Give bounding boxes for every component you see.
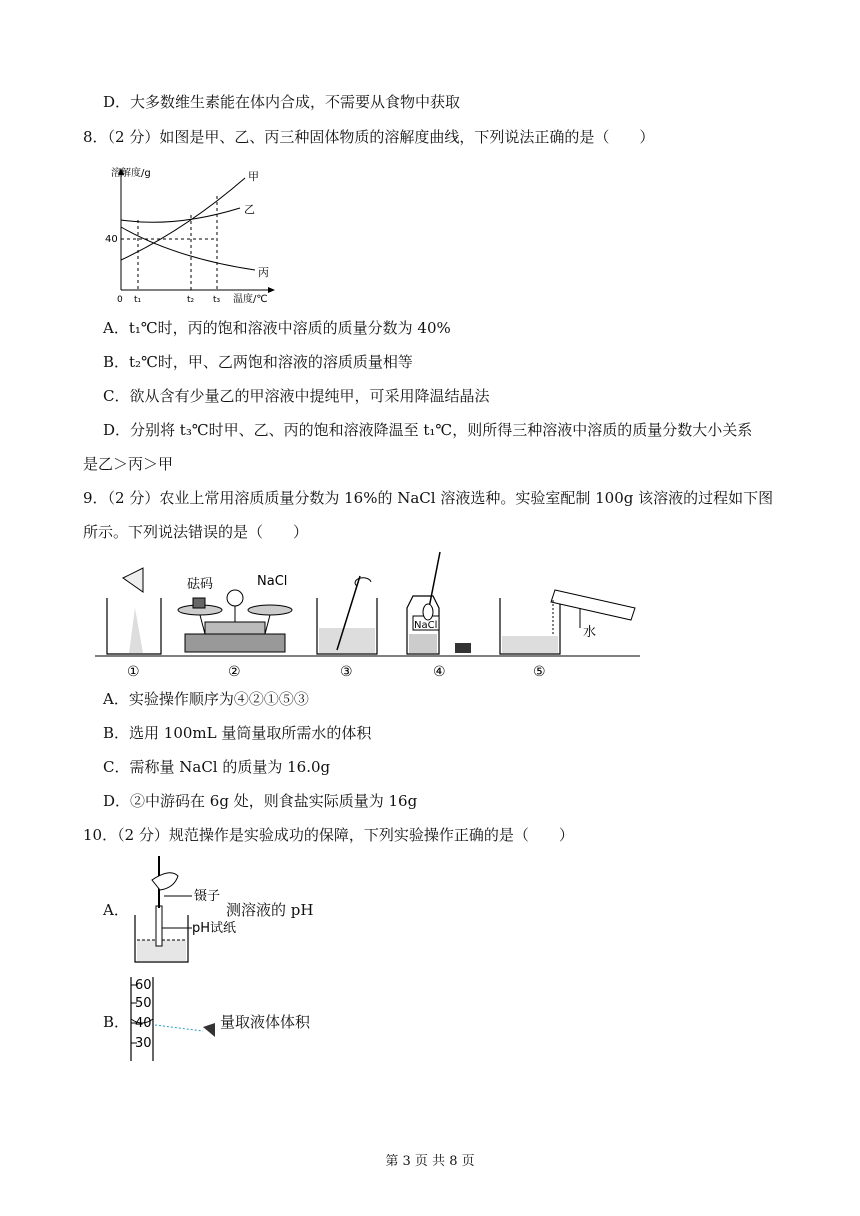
solution-preparation-figure [95,548,655,683]
step-3-label: ③ [340,664,353,680]
graduated-cylinder-figure [125,975,225,1065]
q8-option-c: C．欲从含有少量乙的甲溶液中提纯甲，可采用降温结晶法 [103,387,490,405]
curve-jia [121,178,245,260]
q9-stem-line2: 所示。下列说法错误的是（ ） [83,523,309,541]
step1-beaker [107,568,161,654]
graph-xtick-t1: t₁ [134,295,142,305]
q10-option-a-letter: A． [103,901,129,919]
step-2-label: ② [228,664,241,680]
q7-option-d: D．大多数维生素能在体内合成，不需要从食物中获取 [103,93,461,111]
page-footer: 第 3 页 共 8 页 [385,1154,475,1169]
tick-50: 50 [135,996,152,1011]
step2-balance [178,574,292,652]
step3-stirring [317,576,377,654]
q8-stem: 8．（2 分）如图是甲、乙、丙三种固体物质的溶解度曲线，下列说法正确的是（ ） [83,128,655,146]
step-1-label: ① [127,664,140,680]
q8-option-b: B．t₂℃时，甲、乙两饱和溶液的溶质质量相等 [103,353,413,371]
graph-ylabel: 溶解度/g [111,168,151,179]
graph-xtick-0: 0 [117,295,123,305]
label-water: 水 [583,625,597,640]
tick-60: 60 [135,978,152,993]
q9-option-a: A．实验操作顺序为④②①⑤③ [103,690,309,708]
series-jia: 甲 [248,170,259,183]
curve-bing [121,227,255,270]
label-tweezers: 镊子 [194,889,221,904]
q9-stem-line1: 9．（2 分）农业上常用溶质质量分数为 16%的 NaCl 溶液选种。实验室配制 100g 该溶液的过程如下图 [83,489,774,507]
step-4-label: ④ [433,664,446,680]
label-nacl-balance: NaCl [257,574,288,589]
label-nacl-bottle: NaCl [414,620,438,631]
q10-option-b-text: 量取液体体积 [220,1013,311,1031]
series-bing: 丙 [258,266,269,279]
q8-option-d-line1: D．分别将 t₃℃时甲、乙、丙的饱和溶液降温至 t₁℃，则所得三种溶液中溶质的质量分数大小关系 [103,421,753,439]
curve-yi [121,208,240,222]
tick-30: 30 [135,1036,152,1051]
graph-xlabel: 温度/℃ [233,294,268,305]
q10-option-b-letter: B． [103,1013,130,1031]
q8-option-a: A．t₁℃时，丙的饱和溶液中溶质的质量分数为 40% [103,319,451,337]
graph-xtick-t3: t₃ [213,295,221,305]
q10-stem: 10．（2 分）规范操作是实验成功的保障，下列实验操作正确的是（ ） [83,826,574,844]
step-5-label: ⑤ [533,664,546,680]
q10-option-a-text: 测溶液的 pH [226,901,314,919]
q9-option-b: B．选用 100mL 量筒量取所需水的体积 [103,724,372,742]
series-yi: 乙 [244,203,255,216]
q9-option-c: C．需称量 NaCl 的质量为 16.0g [103,758,331,776]
eye-icon [203,1023,215,1037]
step5-pouring [500,590,635,654]
solubility-curve-figure [105,160,285,305]
q8-option-d-line2: 是乙＞丙＞甲 [83,455,174,473]
label-ph-paper: pH试纸 [192,921,237,936]
step4-bottle [407,552,471,654]
tick-40: 40 [135,1016,152,1031]
graph-xtick-t2: t₂ [187,295,195,305]
label-weight: 砝码 [187,577,214,592]
q9-option-d: D．②中游码在 6g 处，则食盐实际质量为 16g [103,792,418,810]
graph-ytick-40: 40 [105,234,118,245]
